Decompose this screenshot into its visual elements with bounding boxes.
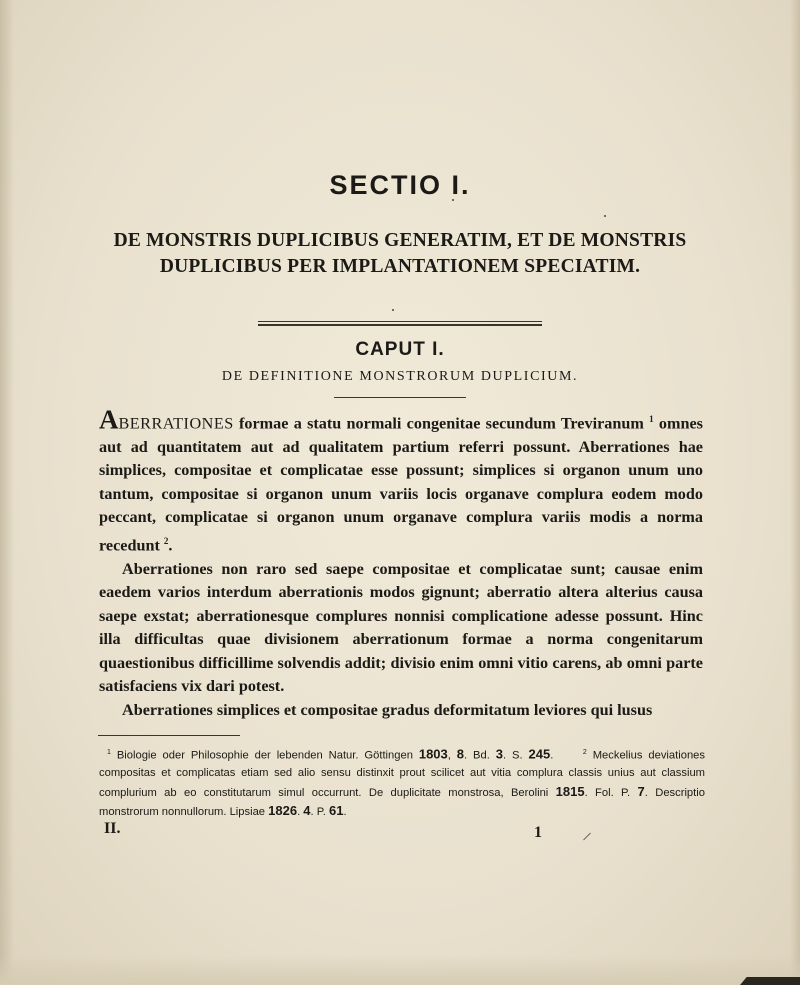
footnote-number: 1826	[268, 803, 298, 819]
footnote-text: .	[343, 806, 347, 819]
corner-shadow	[740, 977, 800, 985]
footnote-text: . Bd.	[464, 749, 496, 762]
footnote-text: . S.	[503, 749, 529, 762]
signature-mark: II.	[104, 820, 121, 837]
footnote-mark: 2	[582, 749, 587, 756]
footnote-ref: 1	[649, 414, 654, 424]
main-title-line-2: DUPLICIBUS PER IMPLANTATIONEM SPECIATIM.	[159, 256, 641, 277]
page-number: 1	[534, 824, 542, 841]
footnote-number: 4	[303, 803, 311, 819]
divider-rule	[258, 321, 542, 322]
pencil-tick	[583, 833, 591, 841]
footnote-number: 245	[528, 746, 551, 762]
footnote-number: 7	[637, 783, 645, 799]
footnote-block	[99, 744, 705, 822]
paragraph-text: omnes aut ad quantitatem aut ad qualitatem partium referri possunt. Aberrationes hae simplices, compositae et complicatae esse possunt; simplices si organon unum uno tantum, compositae si organon unum variis locis organave complura eodem modo peccant, complicatae si organon unum organave complura variis modis a norma recedunt	[99, 414, 703, 555]
footnote-text: ,	[447, 749, 457, 762]
paragraph-1	[99, 404, 703, 558]
footnote-number: 61	[328, 803, 344, 819]
footnote-number: 8	[456, 746, 465, 762]
footnote-mark: 1	[107, 749, 111, 756]
footnote-ref: 2	[163, 535, 169, 546]
footnotes	[99, 744, 705, 822]
section-title: SECTIO I.	[329, 170, 471, 200]
footnote-text: .	[297, 806, 304, 819]
divider-rule	[334, 397, 466, 398]
footnote-number: 1803	[418, 746, 448, 762]
chapter-title: CAPUT I.	[355, 339, 445, 360]
page-edge-left	[0, 0, 14, 985]
paragraph-text: .	[168, 536, 173, 555]
page-edge-bottom	[0, 955, 800, 985]
chapter-subtitle: DE DEFINITIONE MONSTRORUM DUPLICIUM.	[221, 369, 579, 384]
body-text	[99, 404, 703, 722]
footnote-text: Meckelius deviationes compositas et complicatas etiam sed alio sensu distinxit prout scilicet aut vitia complura classis unius aut classium complurium ab eo constitutarum simul occurrunt. De duplicitate monstrosa, Berolini	[99, 749, 705, 799]
speck	[604, 215, 606, 217]
footnote-number: 1815	[555, 783, 585, 799]
main-title-line-1: DE MONSTRIS DUPLICIBUS GENERATIM, ET DE MONSTRIS	[113, 230, 687, 251]
small-caps-word: BERRATIONES	[118, 414, 234, 433]
paragraph-text: formae a statu normali congenitae secundum Treviranum	[233, 414, 644, 433]
footnote-rule	[98, 735, 240, 736]
drop-cap: A	[99, 404, 119, 435]
paragraph-3: Aberrationes simplices et compositae gradus deformitatum leviores qui lusus	[122, 700, 653, 719]
footnote-text: . Fol. P.	[584, 786, 638, 799]
footnote-number: 3	[495, 746, 503, 762]
footnote-text: . Descriptio monstrorum nonnullorum. Lipsiae	[99, 786, 705, 819]
divider-rule	[258, 324, 542, 326]
page-edge-right	[790, 0, 800, 985]
footnote-text: .	[550, 749, 554, 762]
footnote-text: Biologie oder Philosophie der lebenden Natur. Göttingen	[110, 749, 419, 762]
speck	[392, 309, 394, 311]
footnote-text: . P.	[310, 806, 329, 819]
paragraph-2: Aberrationes non raro sed saepe compositae et complicatae sunt; causae enim eaedem varios interdum aberrationis modos gignunt; aberratio altera alterius causa saepe exstat; aberrationesque complures nonnisi complicatione adesse possunt. Hinc illa difficultas quae divisionem aberrationum formae a norma congenitarum quaestionibus difficillime solvendis addit; divisio enim omni vitio carens, ab omni parte satisfaciens vix dari potest.	[99, 559, 703, 696]
